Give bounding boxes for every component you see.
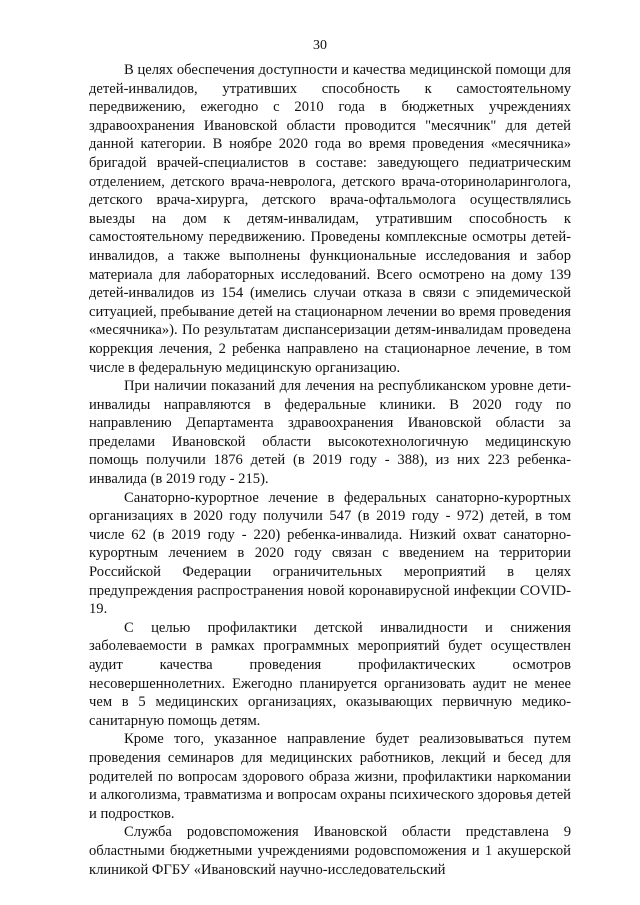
page-number: 30	[313, 38, 327, 53]
paragraph-federal-clinics-referral: При наличии показаний для лечения на республиканском уровне дети-инвалиды направляются в федеральные клиники. В 2020 году по направлению Департамента здравоохранения Ивановской области за пределами Ивановской области высокотехнологичную медицинскую помощь получили 1876 детей (в 2019 году - 388), из них 223 ребенка-инвалида (в 2019 году - 215).	[89, 378, 571, 488]
paragraph-disabled-children-monthly-visits: В целях обеспечения доступности и качества медицинской помощи для детей-инвалидов, утративших способность к самостоятельному передвижению, ежегодно с 2010 года в бюджетных учреждениях здравоохранения Ивановской области проводится "месячник" для детей данной категории. В ноябре 2020 года во время проведения «месячника» бригадой врачей-специалистов в составе: заведующего педиатрическим отделением, детского врача-невролога, детского врача-оториноларинголога, детского врача-хирурга, детского врача-офтальмолога осуществлялись выезды на дом к детям-инвалидам, утратившим способность к самостоятельному передвижению. Проведены комплексные осмотры детей-инвалидов, а также выполнены функциональные исследования и забор материала для лабораторных исследований. Всего осмотрено на дому 139 детей-инвалидов из 154 (имелись случаи отказа в связи с эпидемической ситуацией, пребывание детей на стационарном лечении во время проведения «месячника»). По результатам диспансеризации детям-инвалидам проведена коррекция лечения, 2 ребенка направлено на стационарное лечение, в том числе в федеральную медицинскую организацию.	[89, 62, 571, 376]
paragraph-obstetric-service: Служба родовспоможения Ивановской области представлена 9 областными бюджетными учреждениями родовспоможения и 1 акушерской клиникой ФГБУ «Ивановский научно-исследовательский	[89, 824, 571, 878]
body-text	[89, 61, 571, 879]
paragraph-prevention-audit: С целью профилактики детской инвалидности и снижения заболеваемости в рамках программных мероприятий будет осуществлен аудит качества проведения профилактических осмотров несовершеннолетних. Ежегодно планируется организовать аудит не менее чем в 5 медицинских организациях, оказывающих первичную медико-санитарную помощь детям.	[89, 619, 571, 729]
paragraph-sanatorium-treatment: Санаторно-курортное лечение в федеральных санаторно-курортных организациях в 2020 году получили 547 (в 2019 году - 972) детей, в том числе 62 (в 2019 году - 220) ребенка-инвалида. Низкий охват санаторно-курортным лечением в 2020 году связан с введением на территории Российской Федерации ограничительных мероприятий в целях предупреждения распространения новой коронавирусной инфекции COVID-19.	[89, 489, 571, 618]
paragraph-seminars-lectures: Кроме того, указанное направление будет реализовываться путем проведения семинаров для медицинских работников, лекций и бесед для родителей по вопросам здорового образа жизни, профилактики наркомании и алкоголизма, травматизма и вопросам охраны психического здоровья детей и подростков.	[89, 731, 571, 822]
